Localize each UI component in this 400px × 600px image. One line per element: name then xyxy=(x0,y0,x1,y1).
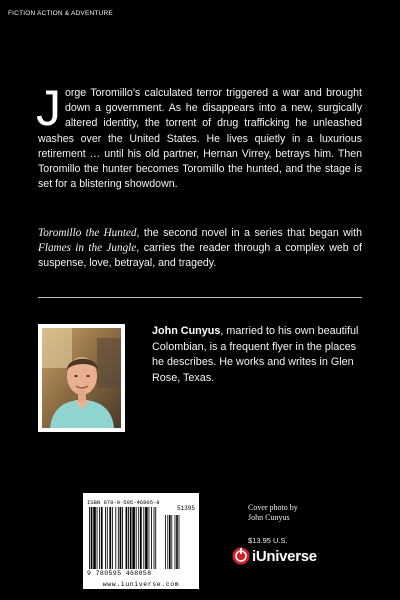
barcode-digits: 9 780595 468058 xyxy=(87,570,152,577)
publisher-logo xyxy=(232,545,317,567)
photo-credit-line2: John Cunyus xyxy=(248,513,290,522)
blurb-text-1: , the second novel in a series that began with xyxy=(136,227,362,239)
photo-credit-line1: Cover photo by xyxy=(248,503,298,512)
barcode-bars xyxy=(89,507,193,569)
publisher-mark-icon xyxy=(232,547,250,565)
synopsis-paragraph xyxy=(36,80,362,192)
retail-price: $13.95 U.S. xyxy=(248,536,288,545)
isbn-text: ISBN 978-0-595-46805-8 xyxy=(87,499,160,506)
book-title: Toromillo the Hunted xyxy=(38,227,137,239)
series-blurb xyxy=(38,226,362,272)
drop-cap: J xyxy=(36,80,61,136)
photo-credit xyxy=(248,503,298,523)
barcode-block xyxy=(83,493,199,589)
author-photo xyxy=(38,324,125,432)
publisher-url: www.iuniverse.com xyxy=(102,581,180,588)
synopsis-text: orge Toromillo’s calculated terror triggered a war and brought down a government. As he disappears into a new, surgically altered identity, the torrent of drug trafficking he unleashed washes over the United States. He lives quietly in a luxurious retirement … until his old partner, Hernan Virrey, betrays him. Then Toromillo the hunter becomes Toromillo the hunted, and the stage is set for a blistering showdown. xyxy=(38,87,362,191)
blurb-text-2: , carries the reader through a complex web of suspense, love, betrayal, and tragedy. xyxy=(38,242,363,270)
author-name: John Cunyus xyxy=(152,325,221,337)
genre-label: FICTION ACTION & ADVENTURE xyxy=(8,10,113,17)
author-bio-text: , married to his own beautiful Colombian, is a frequent flyer in the places he describes. He works and writes in Glen Rose, Texas. xyxy=(152,325,359,384)
author-portrait-image xyxy=(42,328,121,428)
price-code: 51395 xyxy=(176,505,195,512)
series-first-title: Flames in the Jungle xyxy=(38,242,137,255)
publisher-name: iUniverse xyxy=(252,547,317,565)
section-divider xyxy=(38,297,362,298)
author-bio xyxy=(152,324,364,386)
